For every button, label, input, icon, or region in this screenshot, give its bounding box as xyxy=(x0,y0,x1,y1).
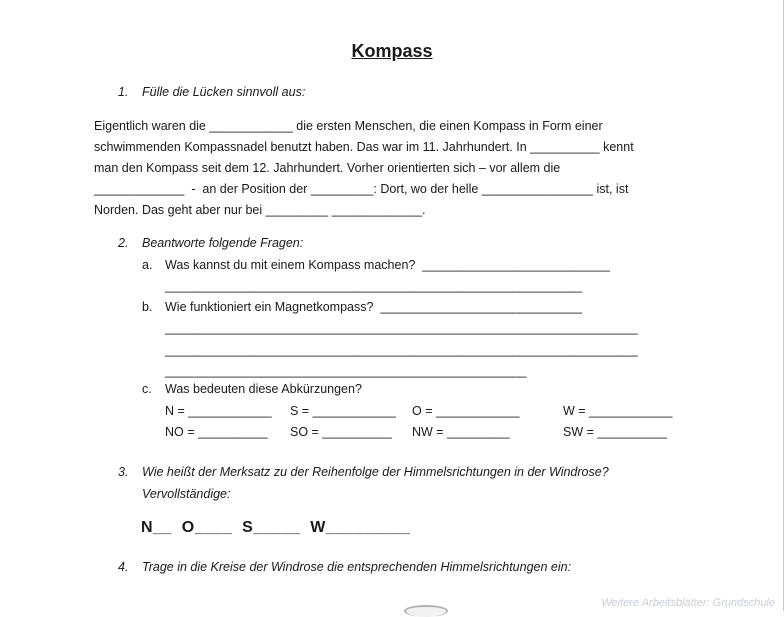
task1-number: 1. xyxy=(118,85,129,99)
task2a-label: a. xyxy=(142,258,153,272)
task1-line-5: Norden. Das geht aber nur bei _________ _____________. xyxy=(94,203,426,217)
task2a-answer-line: ____________________________________________________________ xyxy=(165,279,583,293)
task1-line-4: _____________ - an der Position der _________: Dort, wo der helle ________________ ist, ist xyxy=(94,182,629,196)
task1-line-1: Eigentlich waren die ____________ die ersten Menschen, die einen Kompass in Form einer xyxy=(94,119,603,133)
task2a-question: Was kannst du mit einem Kompass machen? ___________________________ xyxy=(165,258,610,272)
windrose-compass-top xyxy=(404,605,448,617)
task2c-label: c. xyxy=(142,382,152,396)
task3-instruction-line-2: Vervollständige: xyxy=(142,487,231,501)
task2b-question: Wie funktioniert ein Magnetkompass? _____________________________ xyxy=(165,300,582,314)
abbr-w: W = ____________ xyxy=(563,404,673,418)
task1-line-2: schwimmenden Kompassnadel benutzt haben. Das war im 11. Jahrhundert. In __________ kennt xyxy=(94,140,634,154)
abbr-s: S = ____________ xyxy=(290,404,397,418)
task4-number: 4. xyxy=(118,560,129,574)
task3-number: 3. xyxy=(118,465,129,479)
task2b-answer-line-2: ____________________________________________________________________ xyxy=(165,343,638,357)
task2b-answer-line-3: ____________________________________________________ xyxy=(165,364,527,378)
task3-instruction-line-1: Wie heißt der Merksatz zu der Reihenfolge der Himmelsrichtungen in der Windrose? xyxy=(142,465,609,479)
task1-line-3: man den Kompass seit dem 12. Jahrhundert. Vorher orientierten sich – vor allem die xyxy=(94,161,561,175)
task2c-question: Was bedeuten diese Abkürzungen? xyxy=(165,382,362,396)
task2-number: 2. xyxy=(118,236,129,250)
task1-instruction: Fülle die Lücken sinnvoll aus: xyxy=(142,85,306,99)
abbr-no: NO = __________ xyxy=(165,425,268,439)
task2b-label: b. xyxy=(142,300,153,314)
abbr-n: N = ____________ xyxy=(165,404,272,418)
watermark: Weitere Arbeitsblätter: Grundschule xyxy=(601,597,775,609)
mnemonic-sequence: N__ O____ S_____ W_________ xyxy=(141,519,411,536)
task4-instruction: Trage in die Kreise der Windrose die entsprechenden Himmelsrichtungen ein: xyxy=(142,560,572,574)
abbr-sw: SW = __________ xyxy=(563,425,667,439)
abbr-nw: NW = _________ xyxy=(412,425,510,439)
abbr-o: O = ____________ xyxy=(412,404,520,418)
abbr-so: SO = __________ xyxy=(290,425,392,439)
page-title: Kompass xyxy=(351,41,433,61)
task2b-answer-line-1: ____________________________________________________________________ xyxy=(165,321,638,335)
task2-instruction: Beantworte folgende Fragen: xyxy=(142,236,304,250)
